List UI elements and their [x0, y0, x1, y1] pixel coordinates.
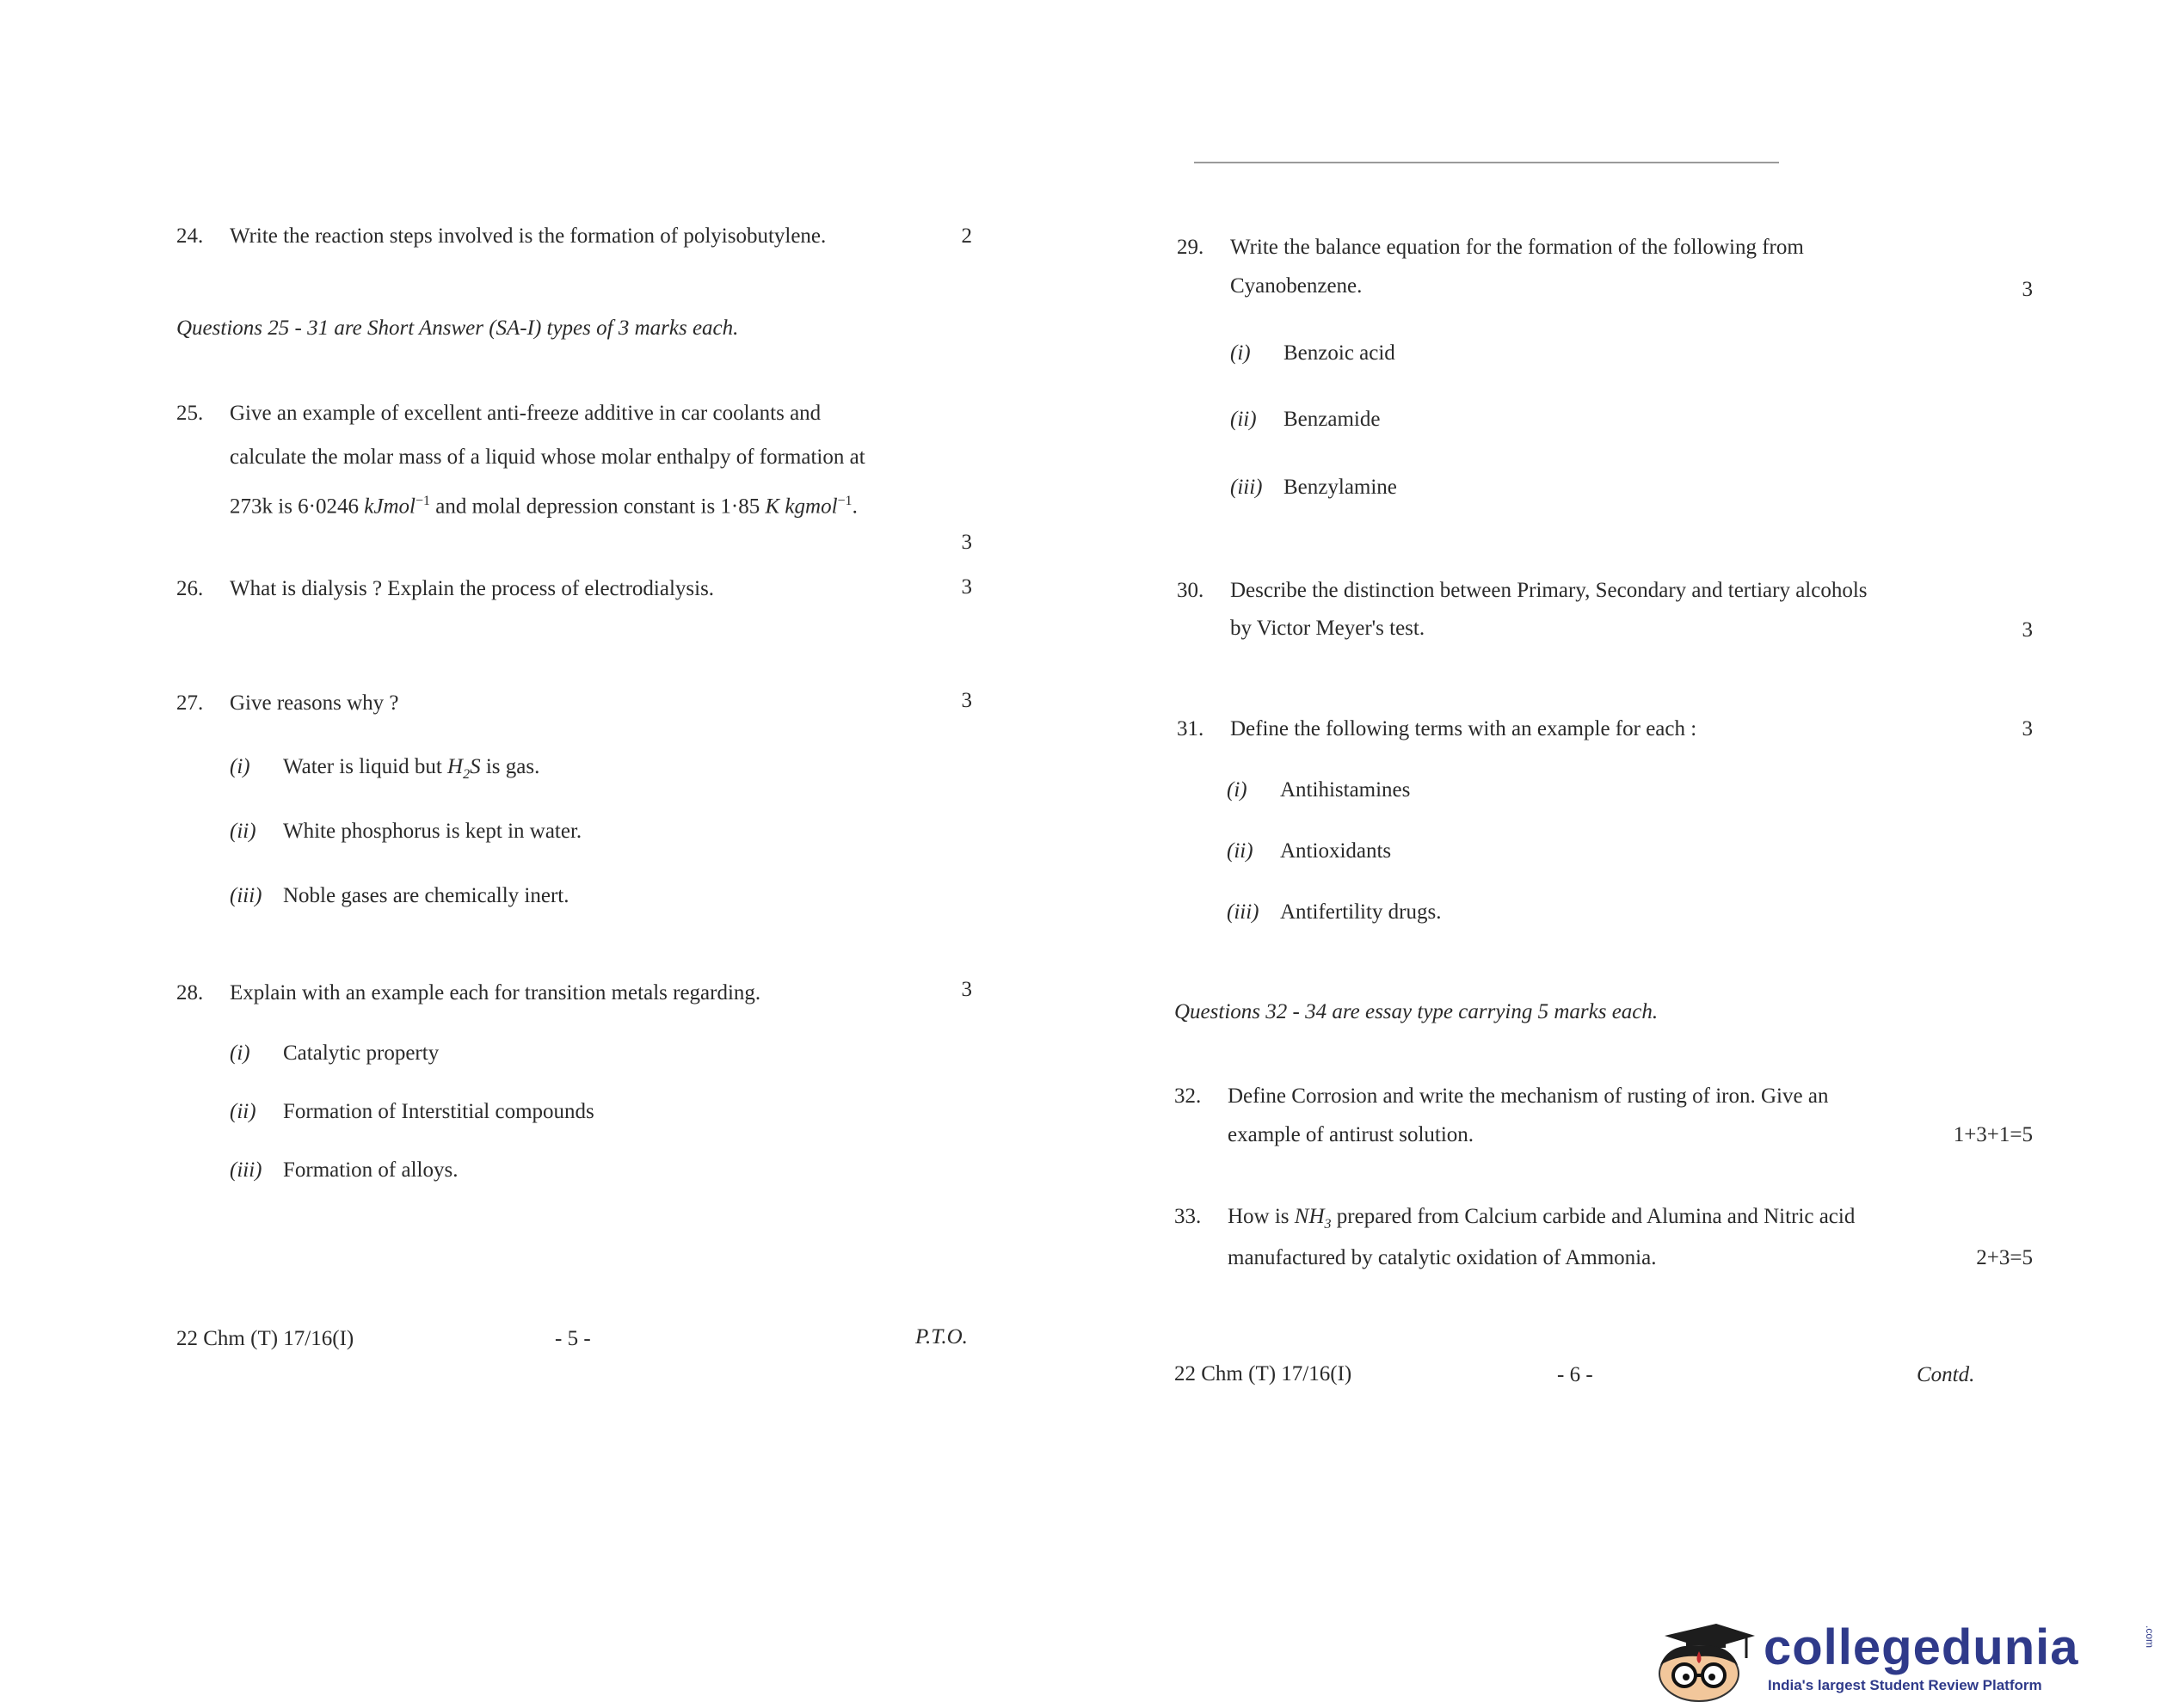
question-30-marks: 3: [2022, 618, 2033, 642]
question-26-marks: 3: [961, 575, 972, 599]
question-25-line-2: calculate the molar mass of a liquid whose molar enthalpy of formation at: [230, 445, 865, 469]
question-24-marks: 2: [961, 224, 972, 248]
question-25-line-1: 25. Give an example of excellent anti-freeze additive in car coolants and: [176, 402, 822, 425]
scan-top-rule: [1194, 162, 1779, 163]
question-27-item-i: (i) Water is liquid but $H_2S$ is gas.: [230, 755, 540, 782]
section-essay-heading: Questions 32 - 34 are essay type carrying 5 marks each.: [1174, 1000, 1659, 1023]
question-27-item-iii: (iii) Noble gases are chemically inert.: [230, 884, 569, 907]
question-32-line-2: example of antirust solution.: [1228, 1123, 1474, 1146]
question-31: 31. Define the following terms with an example for each :: [1177, 717, 1697, 740]
left-footer-pto: P.T.O.: [915, 1325, 968, 1349]
left-exam-page: [0, 0, 1086, 1708]
right-footer-contd: Contd.: [1917, 1363, 1975, 1386]
collegedunia-mascot-icon: [1617, 1617, 1764, 1703]
question-27: 27. Give reasons why ?: [176, 691, 399, 715]
right-footer-code: 22 Chm (T) 17/16(I): [1174, 1362, 1352, 1385]
question-31-item-iii: (iii) Antifertility drugs.: [1227, 900, 1442, 924]
right-footer-page-number: - 6 -: [1557, 1363, 1593, 1386]
question-30-line-1: 30. Describe the distinction between Primary, Secondary and tertiary alcohols: [1177, 579, 1868, 602]
collegedunia-logo: [1617, 1617, 2168, 1703]
question-31-item-i: (i) Antihistamines: [1227, 778, 1411, 802]
question-29-item-ii: (ii) Benzamide: [1230, 408, 1381, 431]
question-28-marks: 3: [961, 978, 972, 1001]
question-33-marks: 2+3=5: [1976, 1246, 2033, 1269]
question-29-line-2: Cyanobenzene.: [1230, 274, 1363, 298]
collegedunia-wordmark: collegedunia: [1764, 1619, 2079, 1675]
question-28-item-iii: (iii) Formation of alloys.: [230, 1158, 459, 1182]
collegedunia-dotcom: .com: [2144, 1625, 2156, 1649]
left-footer-page-number: - 5 -: [555, 1327, 591, 1350]
question-27-marks: 3: [961, 689, 972, 712]
question-32-marks: 1+3+1=5: [1953, 1123, 2033, 1146]
section-short-answer-heading: Questions 25 - 31 are Short Answer (SA-I) types of 3 marks each.: [176, 316, 739, 340]
left-footer-code: 22 Chm (T) 17/16(I): [176, 1327, 354, 1350]
question-33-line-1: 33. How is $NH_3$ prepared from Calcium carbide and Alumina and Nitric acid: [1174, 1205, 1856, 1232]
question-25-marks: 3: [961, 531, 972, 554]
question-31-item-ii: (ii) Antioxidants: [1227, 839, 1392, 863]
question-26: 26. What is dialysis ? Explain the process of electrodialysis.: [176, 577, 715, 600]
question-30-line-2: by Victor Meyer's test.: [1230, 617, 1425, 640]
question-29-marks: 3: [2022, 278, 2033, 301]
question-31-marks: 3: [2022, 717, 2033, 740]
question-32-line-1: 32. Define Corrosion and write the mechanism of rusting of iron. Give an: [1174, 1084, 1829, 1108]
collegedunia-tagline: India's largest Student Review Platform: [1768, 1677, 2042, 1693]
question-29-item-iii: (iii) Benzylamine: [1230, 476, 1397, 499]
question-27-item-ii: (ii) White phosphorus is kept in water.: [230, 820, 582, 843]
question-28-item-ii: (ii) Formation of Interstitial compounds: [230, 1100, 594, 1123]
question-33-line-2: manufactured by catalytic oxidation of Ammonia.: [1228, 1246, 1657, 1269]
question-29-item-i: (i) Benzoic acid: [1230, 341, 1395, 365]
question-28: 28. Explain with an example each for transition metals regarding.: [176, 981, 761, 1005]
question-24: 24. Write the reaction steps involved is the formation of polyisobutylene.: [176, 224, 827, 248]
right-exam-page: [1086, 0, 2173, 1708]
question-25-line-3: 273k is 6·0246 kJmol$^{-1}$ and molal depression constant is 1·85 K kgmol$^{-1}$.: [230, 494, 858, 519]
question-29-line-1: 29. Write the balance equation for the formation of the following from: [1177, 236, 1804, 259]
question-28-item-i: (i) Catalytic property: [230, 1041, 440, 1065]
